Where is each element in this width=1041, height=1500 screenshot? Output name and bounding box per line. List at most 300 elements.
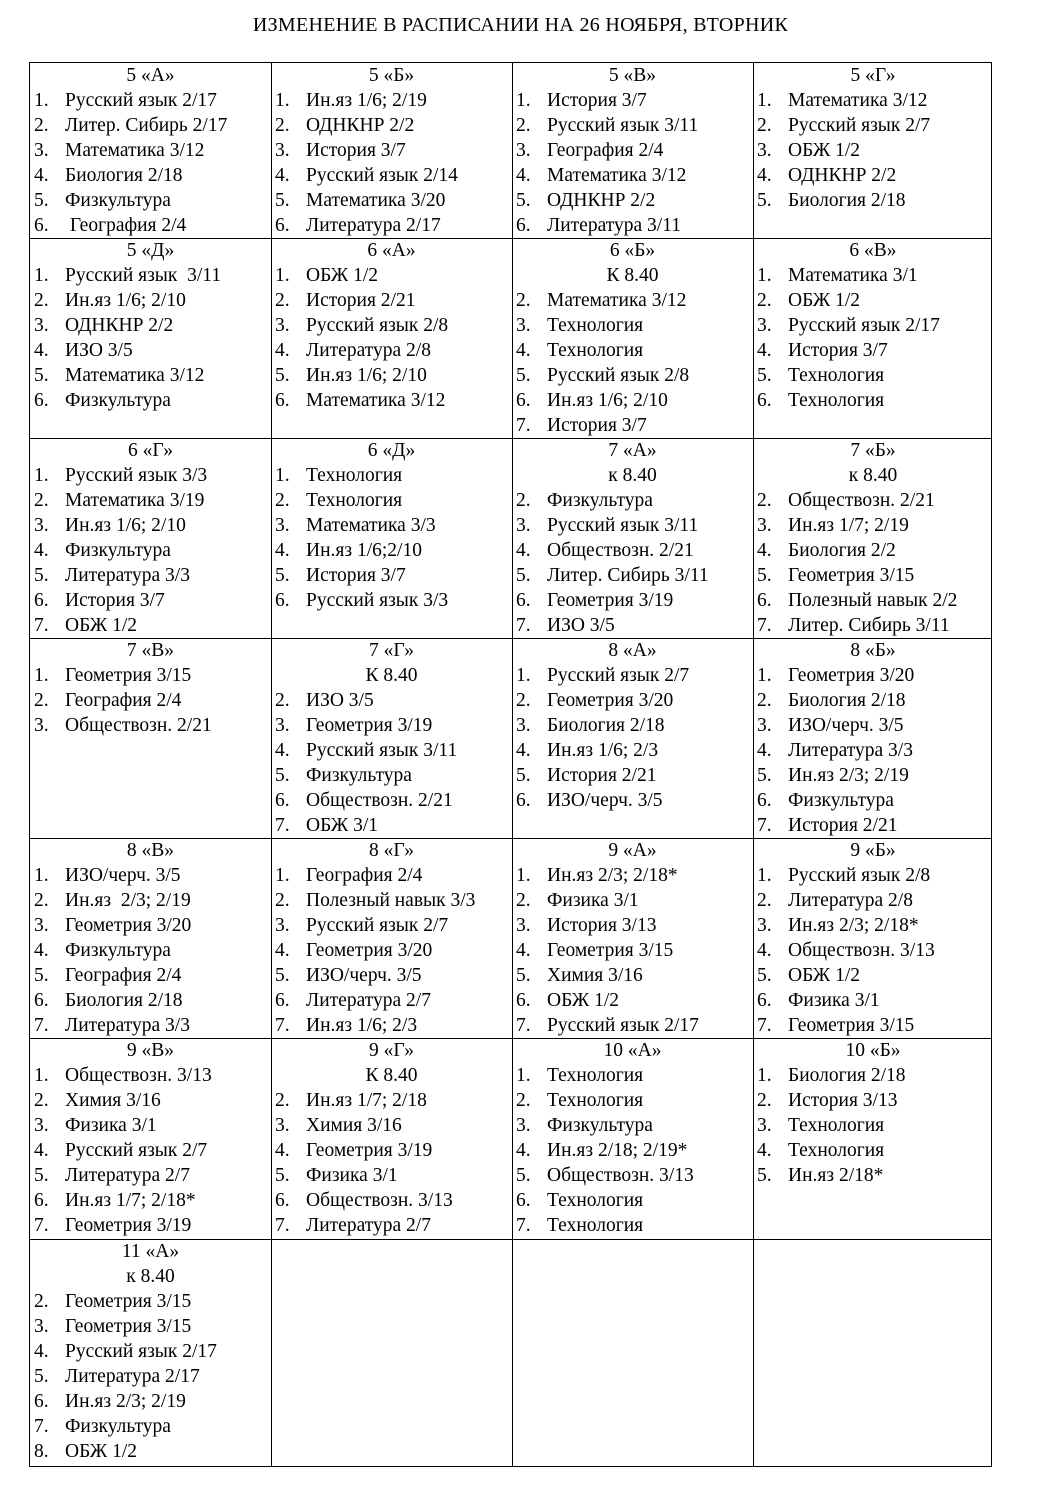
lesson-subject-room: ИЗО 3/5	[547, 615, 615, 636]
lesson-number: 6.	[516, 390, 531, 411]
lesson-row	[271, 713, 512, 738]
class-name: 7 «В»	[126, 640, 175, 661]
lesson-number: 5.	[275, 765, 290, 786]
lesson-subject-room: История 3/13	[788, 1090, 898, 1111]
class-name: 8 «Г»	[369, 840, 414, 861]
lesson-row	[753, 538, 993, 563]
lesson-subject-room: История 2/21	[547, 765, 657, 786]
lesson-row	[271, 588, 512, 613]
lesson-row	[753, 738, 993, 763]
lesson-row	[271, 363, 512, 388]
lesson-subject-room: ИЗО/черч. 3/5	[306, 965, 422, 986]
lesson-row	[30, 1213, 271, 1238]
lesson-row	[753, 1138, 993, 1163]
lesson-number: 6.	[516, 215, 531, 236]
lesson-row	[753, 313, 993, 338]
class-schedule-cell	[753, 638, 993, 838]
lesson-number: 3.	[34, 715, 49, 736]
lesson-subject-room: ОБЖ 1/2	[547, 990, 620, 1011]
lesson-subject-room: Литература 2/7	[306, 990, 431, 1011]
lesson-row	[512, 588, 753, 613]
lesson-number: 6.	[516, 790, 531, 811]
lesson-row	[271, 113, 512, 138]
lesson-row	[512, 388, 753, 413]
lesson-row	[271, 388, 512, 413]
lesson-row	[271, 563, 512, 588]
lesson-number: 3.	[275, 140, 290, 161]
class-name: 6 «Д»	[367, 440, 416, 461]
lesson-row	[512, 1188, 753, 1213]
lesson-number: 4.	[516, 740, 531, 761]
lesson-subject-room: Математика 3/12	[306, 390, 446, 411]
lesson-subject-room: История 3/7	[65, 590, 165, 611]
lesson-subject-room: История 3/7	[788, 340, 888, 361]
lesson-number: 1.	[516, 665, 531, 686]
lesson-subject-room: Ин.яз 1/6; 2/10	[65, 515, 186, 536]
lesson-row	[753, 988, 993, 1013]
lesson-row	[512, 363, 753, 388]
class-schedule-cell	[512, 638, 753, 838]
lesson-number: 2.	[34, 115, 49, 136]
lesson-number: 7.	[275, 815, 290, 836]
lesson-row	[271, 1113, 512, 1138]
lesson-row	[271, 288, 512, 313]
lesson-number: 6.	[757, 990, 772, 1011]
lesson-number: 3.	[275, 515, 290, 536]
lesson-number: 4.	[757, 540, 772, 561]
lesson-subject-room: Русский язык 2/7	[306, 915, 449, 936]
lesson-subject-room: Технология	[788, 1115, 885, 1136]
lesson-subject-room: Русский язык 3/11	[547, 515, 699, 536]
lesson-number: 4.	[34, 540, 49, 561]
lesson-row	[30, 363, 271, 388]
lesson-subject-room: Химия 3/16	[306, 1115, 402, 1136]
lesson-number: 5.	[757, 190, 772, 211]
lesson-subject-room: Ин.яз 1/6; 2/10	[306, 365, 427, 386]
lesson-number: 1.	[34, 465, 49, 486]
schedule-grid	[29, 62, 992, 1467]
lesson-row	[271, 813, 512, 838]
lesson-subject-room: Русский язык 2/8	[547, 365, 690, 386]
lesson-subject-room: Литература 2/7	[65, 1165, 190, 1186]
lesson-row	[753, 1113, 993, 1138]
lesson-subject-room: Математика 3/12	[65, 365, 205, 386]
lesson-subject-room: География 2/4	[65, 215, 187, 236]
lesson-number: 1.	[516, 865, 531, 886]
lesson-number: 3.	[34, 315, 49, 336]
lesson-number: 4.	[275, 540, 290, 561]
lesson-number: 4.	[516, 340, 531, 361]
lesson-number: 8.	[34, 1441, 49, 1462]
lesson-subject-room: Математика 3/19	[65, 490, 205, 511]
lesson-number: 4.	[275, 340, 290, 361]
lesson-row	[271, 313, 512, 338]
lesson-subject-room: Геометрия 3/20	[65, 915, 192, 936]
lesson-subject-room: Математика 3/1	[788, 265, 918, 286]
lesson-subject-room: Ин.яз 1/7; 2/18	[306, 1090, 427, 1111]
lesson-row	[271, 513, 512, 538]
lesson-subject-room: Математика 3/12	[547, 290, 687, 311]
lesson-number: 3.	[757, 715, 772, 736]
lesson-row	[30, 863, 271, 888]
lesson-row	[271, 263, 512, 288]
lesson-number: 3.	[757, 315, 772, 336]
page-title: ИЗМЕНЕНИЕ В РАСПИСАНИИ НА 26 НОЯБРЯ, ВТОРНИК	[252, 14, 789, 36]
class-schedule-cell	[271, 438, 512, 638]
lesson-row	[753, 388, 993, 413]
lesson-row	[271, 138, 512, 163]
lesson-subject-room: Физкультура	[65, 540, 171, 561]
class-name: 5 «Г»	[850, 65, 896, 86]
start-time-note: к 8.40	[126, 1266, 175, 1287]
lesson-subject-room: Литература 2/8	[306, 340, 431, 361]
lesson-subject-room: История 2/21	[306, 290, 416, 311]
lesson-subject-room: Геометрия 3/20	[547, 690, 674, 711]
lesson-subject-room: Физкультура	[65, 190, 171, 211]
lesson-subject-room: ИЗО 3/5	[65, 340, 133, 361]
lesson-number: 5.	[516, 565, 531, 586]
lesson-number: 1.	[757, 665, 772, 686]
lesson-number: 3.	[275, 715, 290, 736]
lesson-subject-room: Технология	[788, 390, 885, 411]
lesson-subject-room: ОБЖ 1/2	[788, 290, 861, 311]
lesson-row	[512, 863, 753, 888]
lesson-subject-room: Геометрия 3/15	[65, 665, 192, 686]
lesson-row	[30, 1414, 271, 1439]
lesson-subject-room: География 2/4	[306, 865, 423, 886]
lesson-row	[512, 1088, 753, 1113]
lesson-row	[512, 113, 753, 138]
lesson-subject-room: Обществозн. 2/21	[65, 715, 212, 736]
lesson-row	[753, 288, 993, 313]
lesson-row	[30, 313, 271, 338]
lesson-number: 6.	[757, 390, 772, 411]
lesson-number: 1.	[757, 90, 772, 111]
lesson-subject-room: Физика 3/1	[547, 890, 639, 911]
lesson-row	[30, 1163, 271, 1188]
lesson-subject-room: Ин.яз 1/6; 2/3	[547, 740, 659, 761]
lesson-number: 1.	[516, 90, 531, 111]
lesson-row	[30, 263, 271, 288]
lesson-subject-room: Ин.яз 1/7; 2/19	[788, 515, 909, 536]
lesson-row	[30, 1389, 271, 1414]
lesson-subject-room: Русский язык 2/8	[788, 865, 931, 886]
lesson-subject-room: Литература 3/3	[788, 740, 913, 761]
lesson-row	[271, 763, 512, 788]
class-name: 10 «А»	[603, 1040, 662, 1061]
lesson-subject-room: Ин.яз 1/6;2/10	[306, 540, 422, 561]
lesson-row	[30, 613, 271, 638]
class-name: 9 «Г»	[369, 1040, 414, 1061]
class-schedule-cell	[512, 1038, 753, 1239]
lesson-row	[753, 1163, 993, 1188]
lesson-number: 2.	[275, 490, 290, 511]
lesson-subject-room: Обществозн. 3/13	[788, 940, 935, 961]
lesson-subject-room: ИЗО/черч. 3/5	[65, 865, 181, 886]
lesson-subject-room: История 3/13	[547, 915, 657, 936]
lesson-row	[512, 888, 753, 913]
lesson-subject-room: История 2/21	[788, 815, 898, 836]
lesson-row	[753, 513, 993, 538]
lesson-row	[271, 338, 512, 363]
lesson-number: 2.	[757, 690, 772, 711]
lesson-subject-room: ИЗО/черч. 3/5	[547, 790, 663, 811]
lesson-subject-room: Обществозн. 2/21	[788, 490, 935, 511]
lesson-subject-room: Литература 3/11	[547, 215, 681, 236]
lesson-number: 4.	[34, 1140, 49, 1161]
lesson-row	[753, 663, 993, 688]
lesson-row	[512, 713, 753, 738]
lesson-number: 4.	[34, 1341, 49, 1362]
class-schedule-cell	[271, 838, 512, 1038]
class-name: 6 «Б»	[609, 240, 656, 261]
lesson-number: 5.	[275, 190, 290, 211]
class-schedule-cell	[271, 63, 512, 238]
lesson-subject-room: География 2/4	[547, 140, 664, 161]
class-schedule-cell	[30, 838, 271, 1038]
lesson-row	[30, 713, 271, 738]
lesson-number: 6.	[275, 215, 290, 236]
lesson-subject-room: Литература 2/7	[306, 1215, 431, 1236]
class-schedule-cell	[512, 63, 753, 238]
lesson-subject-room: ОДНКНР 2/2	[306, 115, 415, 136]
lesson-subject-room: Геометрия 3/15	[547, 940, 674, 961]
class-name: 7 «А»	[608, 440, 657, 461]
lesson-row	[30, 88, 271, 113]
lesson-row	[512, 913, 753, 938]
lesson-row	[753, 888, 993, 913]
lesson-number: 4.	[34, 165, 49, 186]
lesson-row	[30, 588, 271, 613]
lesson-row	[512, 563, 753, 588]
lesson-row	[30, 1138, 271, 1163]
class-schedule-cell	[753, 1038, 993, 1239]
lesson-number: 6.	[516, 990, 531, 1011]
lesson-row	[753, 363, 993, 388]
lesson-subject-room: Ин.яз 1/6; 2/3	[306, 1015, 418, 1036]
lesson-row	[512, 938, 753, 963]
lesson-subject-room: ОБЖ 3/1	[306, 815, 379, 836]
lesson-number: 5.	[275, 565, 290, 586]
lesson-number: 4.	[275, 740, 290, 761]
lesson-number: 2.	[516, 690, 531, 711]
lesson-subject-room: Биология 2/18	[788, 190, 906, 211]
lesson-number: 1.	[275, 90, 290, 111]
lesson-row	[30, 1113, 271, 1138]
lesson-subject-room: Ин.яз 1/6; 2/19	[306, 90, 427, 111]
lesson-number: 5.	[34, 565, 49, 586]
lesson-row	[512, 213, 753, 238]
lesson-number: 5.	[275, 365, 290, 386]
class-name: 5 «В»	[608, 65, 657, 86]
lesson-subject-room: Русский язык 2/7	[788, 115, 931, 136]
class-schedule-cell	[30, 638, 271, 838]
lesson-subject-room: Геометрия 3/15	[788, 1015, 915, 1036]
lesson-subject-room: География 2/4	[65, 965, 182, 986]
start-time-note: к 8.40	[608, 465, 657, 486]
lesson-number: 6.	[34, 1190, 49, 1211]
lesson-number: 3.	[34, 1316, 49, 1337]
lesson-number: 6.	[757, 790, 772, 811]
lesson-row	[30, 513, 271, 538]
lesson-number: 1.	[34, 90, 49, 111]
lesson-number: 2.	[34, 290, 49, 311]
lesson-number: 3.	[757, 515, 772, 536]
class-schedule-cell	[512, 838, 753, 1038]
lesson-number: 7.	[757, 1015, 772, 1036]
lesson-row	[512, 1213, 753, 1238]
lesson-number: 7.	[516, 1015, 531, 1036]
lesson-subject-room: Технология	[547, 1090, 644, 1111]
lesson-subject-room: Технология	[788, 365, 885, 386]
lesson-number: 2.	[34, 1090, 49, 1111]
lesson-row	[512, 1063, 753, 1088]
lesson-row	[30, 388, 271, 413]
lesson-subject-room: ОБЖ 1/2	[65, 1441, 138, 1462]
lesson-subject-room: Технология	[547, 315, 644, 336]
lesson-subject-room: Ин.яз 2/3; 2/18*	[547, 865, 678, 886]
lesson-number: 4.	[275, 1140, 290, 1161]
lesson-number: 3.	[275, 315, 290, 336]
class-name: 6 «Г»	[128, 440, 173, 461]
start-time-note: К 8.40	[365, 1065, 418, 1086]
lesson-number: 3.	[757, 140, 772, 161]
lesson-number: 6.	[757, 590, 772, 611]
lesson-subject-room: Русский язык 3/11	[547, 115, 699, 136]
lesson-subject-room: ОБЖ 1/2	[788, 140, 861, 161]
lesson-subject-room: История 3/7	[306, 565, 406, 586]
lesson-row	[512, 88, 753, 113]
lesson-subject-room: Ин.яз 1/6; 2/10	[65, 290, 186, 311]
lesson-number: 5.	[275, 965, 290, 986]
lesson-number: 4.	[757, 740, 772, 761]
lesson-number: 7.	[34, 1416, 49, 1437]
lesson-number: 5.	[516, 365, 531, 386]
lesson-number: 1.	[34, 865, 49, 886]
lesson-row	[30, 1188, 271, 1213]
lesson-row	[512, 163, 753, 188]
lesson-subject-room: Технология	[547, 1065, 644, 1086]
lesson-row	[30, 138, 271, 163]
lesson-subject-room: География 2/4	[65, 690, 182, 711]
lesson-row	[512, 1013, 753, 1038]
lesson-row	[753, 613, 993, 638]
lesson-subject-room: Обществозн. 2/21	[547, 540, 694, 561]
lesson-number: 6.	[275, 590, 290, 611]
class-name: 9 «Б»	[850, 840, 896, 861]
lesson-subject-room: Ин.яз 2/18; 2/19*	[547, 1140, 688, 1161]
lesson-subject-room: Русский язык 2/17	[788, 315, 940, 336]
lesson-row	[512, 1138, 753, 1163]
lesson-row	[753, 113, 993, 138]
lesson-row	[753, 188, 993, 213]
lesson-row	[271, 463, 512, 488]
lesson-subject-room: Физкультура	[547, 1115, 653, 1136]
lesson-row	[753, 938, 993, 963]
lesson-number: 5.	[34, 1366, 49, 1387]
lesson-subject-room: ОБЖ 1/2	[65, 615, 138, 636]
lesson-row	[753, 338, 993, 363]
lesson-subject-room: Русский язык 2/17	[547, 1015, 699, 1036]
lesson-number: 6.	[516, 590, 531, 611]
lesson-number: 2.	[516, 115, 531, 136]
lesson-subject-room: Физкультура	[788, 790, 894, 811]
lesson-row	[271, 163, 512, 188]
lesson-subject-room: Математика 3/12	[65, 140, 205, 161]
lesson-number: 2.	[34, 1291, 49, 1312]
lesson-row	[753, 863, 993, 888]
lesson-subject-room: Математика 3/12	[788, 90, 928, 111]
lesson-number: 5.	[757, 565, 772, 586]
lesson-row	[30, 1314, 271, 1339]
class-name: 11 «А»	[121, 1241, 180, 1262]
lesson-row	[30, 663, 271, 688]
class-schedule-cell	[30, 1038, 271, 1239]
lesson-row	[271, 863, 512, 888]
class-name: 9 «В»	[126, 1040, 175, 1061]
lesson-number: 2.	[34, 490, 49, 511]
lesson-row	[30, 213, 271, 238]
lesson-number: 2.	[757, 115, 772, 136]
lesson-row	[30, 988, 271, 1013]
start-time-note: к 8.40	[848, 465, 898, 486]
lesson-subject-room: Математика 3/20	[306, 190, 446, 211]
class-name: 5 «Д»	[126, 240, 175, 261]
lesson-row	[30, 338, 271, 363]
lesson-number: 5.	[34, 190, 49, 211]
lesson-row	[30, 113, 271, 138]
lesson-number: 7.	[34, 1015, 49, 1036]
lesson-subject-room: Ин.яз 2/3; 2/19	[65, 1391, 186, 1412]
lesson-number: 2.	[516, 890, 531, 911]
lesson-number: 2.	[516, 490, 531, 511]
lesson-subject-room: Физкультура	[65, 390, 171, 411]
lesson-row	[271, 1088, 512, 1113]
lesson-row	[30, 1364, 271, 1389]
lesson-number: 1.	[516, 1065, 531, 1086]
lesson-number: 6.	[34, 390, 49, 411]
lesson-number: 2.	[516, 1090, 531, 1111]
lesson-number: 2.	[757, 1090, 772, 1111]
lesson-subject-room: Ин.яз 1/6; 2/10	[547, 390, 668, 411]
lesson-row	[753, 163, 993, 188]
lesson-row	[753, 563, 993, 588]
lesson-row	[30, 538, 271, 563]
lesson-number: 5.	[34, 365, 49, 386]
lesson-number: 7.	[34, 615, 49, 636]
lesson-subject-room: Русский язык 3/11	[65, 265, 222, 286]
lesson-subject-room: Геометрия 3/19	[547, 590, 674, 611]
lesson-row	[512, 1163, 753, 1188]
lesson-subject-room: Литература 2/17	[65, 1366, 200, 1387]
lesson-number: 4.	[757, 340, 772, 361]
lesson-number: 5.	[516, 965, 531, 986]
lesson-number: 6.	[275, 990, 290, 1011]
lesson-row	[512, 313, 753, 338]
lesson-row	[271, 1213, 512, 1238]
lesson-number: 2.	[34, 690, 49, 711]
class-schedule-cell	[753, 438, 993, 638]
lesson-number: 2.	[34, 890, 49, 911]
lesson-number: 1.	[757, 865, 772, 886]
lesson-row	[30, 563, 271, 588]
lesson-number: 7.	[34, 1215, 49, 1236]
lesson-row	[30, 1063, 271, 1088]
lesson-number: 3.	[516, 915, 531, 936]
lesson-row	[271, 188, 512, 213]
lesson-number: 5.	[34, 1165, 49, 1186]
lesson-subject-room: Литература 2/8	[788, 890, 913, 911]
